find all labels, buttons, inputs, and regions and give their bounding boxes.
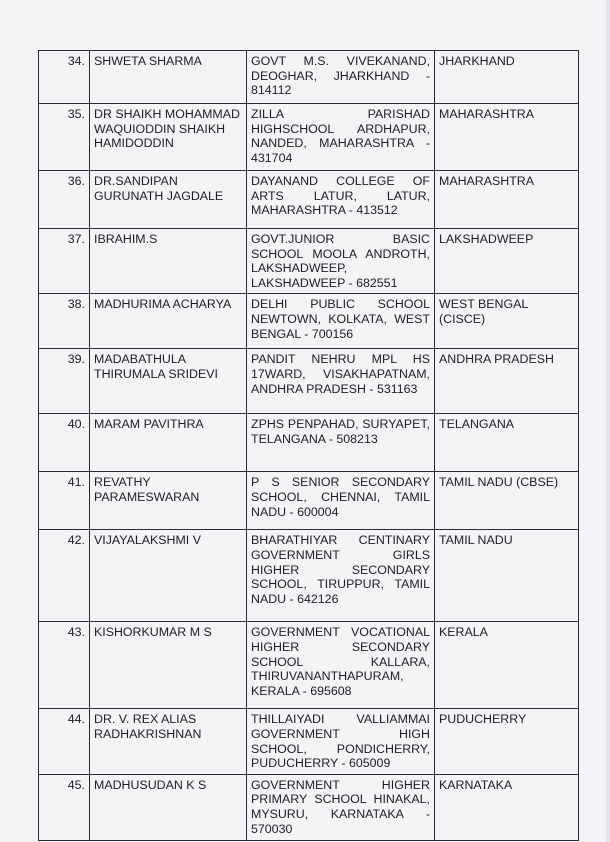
serial-number: 39.: [39, 349, 90, 414]
state: ANDHRA PRADESH: [435, 349, 579, 414]
awardee-name: MADHURIMA ACHARYA: [90, 294, 247, 349]
school-address: ZPHS PENPAHAD, SURYAPET, TELANGANA - 508213: [247, 414, 435, 472]
table-row: [39, 294, 579, 349]
serial-number: 35.: [39, 104, 90, 171]
awardee-name: DR.SANDIPAN GURUNATH JAGDALE: [90, 171, 247, 229]
table-row: [39, 104, 579, 171]
table-row: [39, 530, 579, 622]
serial-number: 37.: [39, 229, 90, 294]
awardee-name: MARAM PAVITHRA: [90, 414, 247, 472]
serial-number: 42.: [39, 530, 90, 622]
awardee-name: SHWETA SHARMA: [90, 51, 247, 104]
serial-number: 40.: [39, 414, 90, 472]
school-address: THILLAIYADI VALLIAMMAI GOVERNMENT HIGH SCHOOL, PONDICHERRY, PUDUCHERRY - 605009: [247, 709, 435, 774]
table-row: [39, 774, 579, 840]
school-address: GOVT.JUNIOR BASIC SCHOOL MOOLA ANDROTH, LAKSHADWEEP, LAKSHADWEEP - 682551: [247, 229, 435, 294]
serial-number: 44.: [39, 709, 90, 774]
state: KARNATAKA: [435, 774, 579, 840]
awardee-name: IBRAHIM.S: [90, 229, 247, 294]
table-row: [39, 709, 579, 774]
state: LAKSHADWEEP: [435, 229, 579, 294]
state: MAHARASHTRA: [435, 171, 579, 229]
state: KERALA: [435, 622, 579, 709]
table-row: [39, 472, 579, 530]
school-address: DAYANAND COLLEGE OF ARTS LATUR, LATUR, MAHARASHTRA - 413512: [247, 171, 435, 229]
state: MAHARASHTRA: [435, 104, 579, 171]
awardee-name: KISHORKUMAR M S: [90, 622, 247, 709]
state: PUDUCHERRY: [435, 709, 579, 774]
table-row: [39, 349, 579, 414]
table-row: [39, 622, 579, 709]
awardee-name: DR. V. REX ALIAS RADHAKRISHNAN: [90, 709, 247, 774]
school-address: ZILLA PARISHAD HIGHSCHOOL ARDHAPUR, NANDED, MAHARASHTRA - 431704: [247, 104, 435, 171]
awardee-name: REVATHY PARAMESWARAN: [90, 472, 247, 530]
serial-number: 45.: [39, 774, 90, 840]
school-address: BHARATHIYAR CENTINARY GOVERNMENT GIRLS HIGHER SECONDARY SCHOOL, TIRUPPUR, TAMIL NADU - 642126: [247, 530, 435, 622]
awardee-name: DR SHAIKH MOHAMMAD WAQUIODDIN SHAIKH HAMIDODDIN: [90, 104, 247, 171]
table-row: [39, 171, 579, 229]
table-row: [39, 229, 579, 294]
serial-number: 41.: [39, 472, 90, 530]
serial-number: 38.: [39, 294, 90, 349]
awardee-name: MADHUSUDAN K S: [90, 774, 247, 840]
awardee-name: MADABATHULA THIRUMALA SRIDEVI: [90, 349, 247, 414]
serial-number: 36.: [39, 171, 90, 229]
school-address: GOVERNMENT HIGHER PRIMARY SCHOOL HINAKAL, MYSURU, KARNATAKA - 570030: [247, 774, 435, 840]
table-row: [39, 51, 579, 104]
school-address: PANDIT NEHRU MPL HS 17WARD, VISAKHAPATNAM, ANDHRA PRADESH - 531163: [247, 349, 435, 414]
state: TELANGANA: [435, 414, 579, 472]
serial-number: 34.: [39, 51, 90, 104]
serial-number: 43.: [39, 622, 90, 709]
page-edge: [606, 0, 610, 842]
awardee-name: VIJAYALAKSHMI V: [90, 530, 247, 622]
school-address: DELHI PUBLIC SCHOOL NEWTOWN, KOLKATA, WEST BENGAL - 700156: [247, 294, 435, 349]
state: JHARKHAND: [435, 51, 579, 104]
school-address: GOVT M.S. VIVEKANAND, DEOGHAR, JHARKHAND - 814112: [247, 51, 435, 104]
awardees-table: [38, 50, 579, 841]
table-row: [39, 414, 579, 472]
state: TAMIL NADU (CBSE): [435, 472, 579, 530]
state: WEST BENGAL (CISCE): [435, 294, 579, 349]
school-address: GOVERNMENT VOCATIONAL HIGHER SECONDARY SCHOOL KALLARA, THIRUVANANTHAPURAM, KERALA - 695608: [247, 622, 435, 709]
state: TAMIL NADU: [435, 530, 579, 622]
school-address: P S SENIOR SECONDARY SCHOOL, CHENNAI, TAMIL NADU - 600004: [247, 472, 435, 530]
